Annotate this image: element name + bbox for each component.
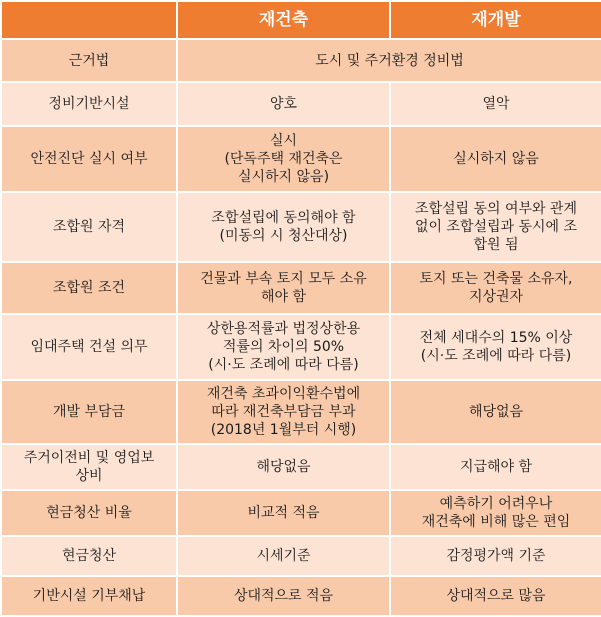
table-row xyxy=(1,576,601,616)
table-row xyxy=(1,490,601,536)
row-label: 안전진단 실시 여부 xyxy=(1,126,177,192)
reconstruction-cell: 건물과 부속 토지 모두 소유 해야 함 xyxy=(177,262,390,314)
reconstruction-cell: 실시 (단독주택 재건축은 실시하지 않음) xyxy=(177,126,390,192)
table-row xyxy=(1,262,601,314)
redevelopment-cell: 해당없음 xyxy=(390,380,601,444)
table-row xyxy=(1,126,601,192)
redevelopment-cell: 조합설립 동의 여부와 관계 없이 조합설립과 동시에 조 합원 됨 xyxy=(390,192,601,262)
reconstruction-cell: 비교적 적음 xyxy=(177,490,390,536)
header-row xyxy=(1,1,601,39)
table-row xyxy=(1,82,601,126)
reconstruction-cell: 시세기준 xyxy=(177,536,390,576)
reconstruction-cell: 조합설립에 동의해야 함 (미동의 시 청산대상) xyxy=(177,192,390,262)
redevelopment-cell: 전체 세대수의 15% 이상 (시·도 조례에 따라 다름) xyxy=(390,314,601,380)
row-label: 정비기반시설 xyxy=(1,82,177,126)
reconstruction-cell: 재건축 초과이익환수법에 따라 재건축부담금 부과 (2018년 1월부터 시행) xyxy=(177,380,390,444)
row-label: 기반시설 기부채납 xyxy=(1,576,177,616)
table-row xyxy=(1,536,601,576)
reconstruction-cell: 상한용적률과 법정상한용 적률의 차이의 50% (시·도 조례에 따라 다름) xyxy=(177,314,390,380)
redevelopment-cell: 토지 또는 건축물 소유자, 지상권자 xyxy=(390,262,601,314)
row-label: 현금청산 비율 xyxy=(1,490,177,536)
header-reconstruction: 재건축 xyxy=(177,1,390,39)
redevelopment-cell: 열악 xyxy=(390,82,601,126)
row-label: 현금청산 xyxy=(1,536,177,576)
reconstruction-cell: 해당없음 xyxy=(177,444,390,490)
redevelopment-cell: 감정평가액 기준 xyxy=(390,536,601,576)
table-row xyxy=(1,380,601,444)
row-label: 조합원 자격 xyxy=(1,192,177,262)
row-label: 근거법 xyxy=(1,39,177,82)
header-redevelopment: 재개발 xyxy=(390,1,601,39)
row-label: 임대주택 건설 의무 xyxy=(1,314,177,380)
redevelopment-cell: 실시하지 않음 xyxy=(390,126,601,192)
redevelopment-cell: 상대적으로 많음 xyxy=(390,576,601,616)
table-row xyxy=(1,314,601,380)
table-row xyxy=(1,444,601,490)
table-row xyxy=(1,192,601,262)
merged-cell: 도시 및 주거환경 정비법 xyxy=(177,39,601,82)
reconstruction-cell: 상대적으로 적음 xyxy=(177,576,390,616)
reconstruction-cell: 양호 xyxy=(177,82,390,126)
row-label: 개발 부담금 xyxy=(1,380,177,444)
redevelopment-cell: 예측하기 어려우나 재건축에 비해 많은 편임 xyxy=(390,490,601,536)
row-label: 조합원 조건 xyxy=(1,262,177,314)
header-corner xyxy=(1,1,177,39)
row-label: 주거이전비 및 영업보 상비 xyxy=(1,444,177,490)
redevelopment-cell: 지급해야 함 xyxy=(390,444,601,490)
table-row xyxy=(1,39,601,82)
